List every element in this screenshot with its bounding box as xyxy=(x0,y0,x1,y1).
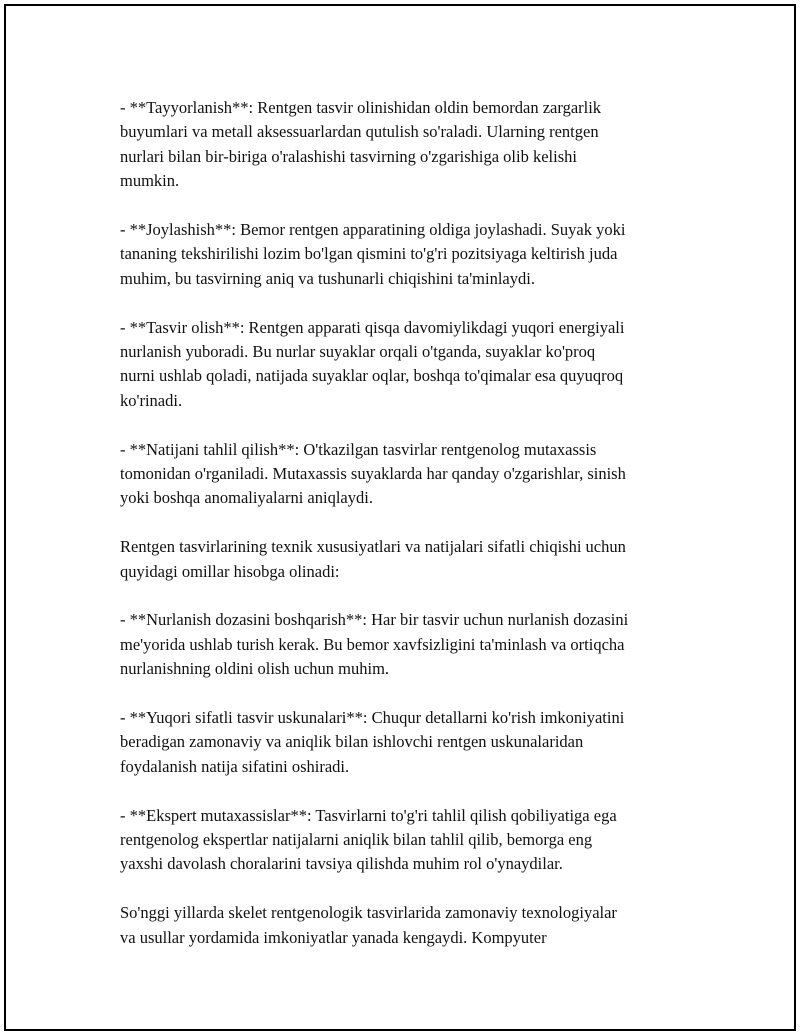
page-frame xyxy=(4,4,796,1031)
paragraph-ekspert-mutaxassislar: - **Ekspert mutaxassislar**: Tasvirlarni to'g'ri tahlil qilish qobiliyatiga ega rentgenolog ekspertlar natijalarni aniqlik bilan tahlil qilib, bemorga eng yaxshi davolash choralarini tavsiya qilishda muhim rol o'ynaydilar. xyxy=(120,805,617,874)
paragraph-songgi-yillarda: So'nggi yillarda skelet rentgenologik tasvirlarida zamonaviy texnologiyalar va usullar yordamida imkoniyatlar yanada kengaydi. Kompyuter xyxy=(120,903,617,947)
paragraph-natijani-tahlil: - **Natijani tahlil qilish**: O'tkazilgan tasvirlar rentgenolog mutaxassis tomonidan o'rganiladi. Mutaxassis suyaklarda har qanday o'zgarishlar, sinish yoki boshqa anomaliyalarni aniqlaydi. xyxy=(120,439,626,508)
paragraph-tasvir-uskunalari: - **Yuqori sifatli tasvir uskunalari**: Chuqur detallarni ko'rish imkoniyatini beradigan zamonaviy va aniqlik bilan ishlovchi rentgen uskunalaridan foydalanish natija sifatini oshiradi. xyxy=(120,708,625,776)
paragraph-joylashish: - **Joylashish**: Bemor rentgen apparatining oldiga joylashadi. Suyak yoki tananing tekshirilishi lozim bo'lgan qismini to'g'ri pozitsiyaga keltirish juda muhim, bu tasvirning aniq va tushunarli chiqishini ta'minlaydi. xyxy=(120,220,626,288)
document-body xyxy=(120,96,700,950)
paragraph-nurlanish-dozasi: - **Nurlanish dozasini boshqarish**: Har bir tasvir uchun nurlanish dozasini me'yorida ushlab turish kerak. Bu bemor xavfsizligini ta'minlash va ortiqcha nurlanishning oldini olish uchun muhim. xyxy=(120,610,629,679)
paragraph-tasvir-olish: - **Tasvir olish**: Rentgen apparati qisqa davomiylikdagi yuqori energiyali nurlanish yuboradi. Bu nurlar suyaklar orqali o'tganda, suyaklar ko'proq nurni ushlab qoladi, natijada suyaklar oqlar, boshqa to'qimalar esa quyuqroq ko'rinadi. xyxy=(120,317,625,410)
paragraph-texnik-xususiyatlar: Rentgen tasvirlarining texnik xususiyatlari va natijalari sifatli chiqishi uchun quyidagi omillar hisobga olinadi: xyxy=(120,537,626,581)
paragraph-tayyorlanish: - **Tayyorlanish**: Rentgen tasvir olinishidan oldin bemordan zargarlik buyumlari va metall aksessuarlardan qutulish so'raladi. Ularning rentgen nurlari bilan bir-biriga o'ralashishi tasvirning o'zgarishiga olib kelishi mumkin. xyxy=(120,98,602,191)
